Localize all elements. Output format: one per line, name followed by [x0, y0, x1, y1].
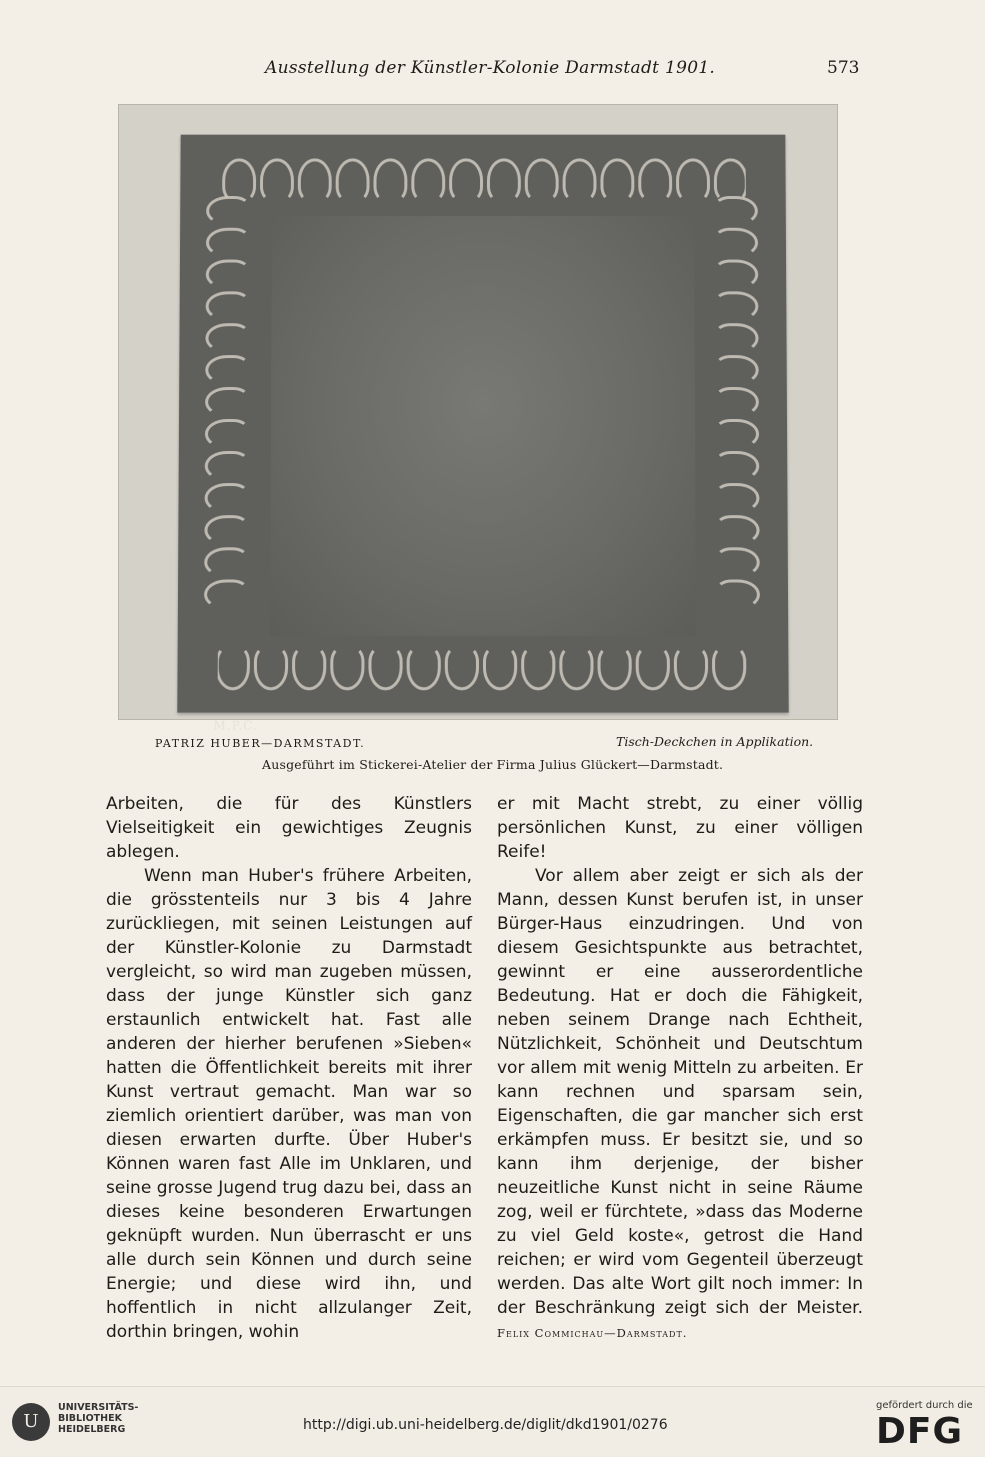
university-seal-icon: U: [12, 1403, 50, 1441]
caption-credit: Ausgeführt im Stickerei-Atelier der Firma Julius Glückert—Darmstadt.: [262, 757, 724, 772]
tablecloth-center: [270, 216, 696, 636]
page-number: 573: [827, 58, 860, 78]
dfg-logo: DFG: [876, 1411, 964, 1452]
permalink-url[interactable]: http://digi.ub.uni-heidelberg.de/diglit/dkd1901/0276: [303, 1417, 668, 1433]
body-column-right: [497, 792, 863, 1345]
running-title: Ausstellung der Künstler-Kolonie Darmstadt 1901.: [265, 58, 716, 78]
caption-title: Tisch-Deckchen in Applikation.: [616, 734, 814, 749]
paragraph: er mit Macht strebt, zu einer völlig persönlichen Kunst, zu einer völligen Reife!: [497, 794, 863, 862]
body-column-left: [106, 792, 472, 1344]
author-signature: Felix Commichau—Darmstadt.: [497, 1326, 688, 1340]
tablecloth-image: [177, 135, 788, 733]
embroidery-border-bottom: [218, 638, 749, 690]
library-footer: [0, 1386, 985, 1457]
paragraph: Arbeiten, die für des Künstlers Vielseitigkeit ein gewichtiges Zeugnis ablegen.: [106, 794, 472, 862]
tablecloth-photograph: [118, 104, 838, 733]
paragraph: [497, 864, 863, 1345]
caption-artist: PATRIZ HUBER—DARMSTADT.: [155, 737, 366, 750]
embroidery-border-left: [196, 194, 260, 654]
paragraph-text: Vor allem aber zeigt er sich als der Mann, dessen Kunst berufen ist, in unser Bürger-Haus einzudringen. Und von diesem Gesichtspunkte aus betrachtet, gewinnt er eine ausserordentliche Bedeutung. Hat er doch die Fähigkeit, neben seinem Drange nach Echtheit, Nützlichkeit, Schönheit und Deutschtum vor allem mit wenig Mitteln zu arbeiten. Er kann rechnen und sparsam sein, Eigenschaften, die gar mancher sich erst erkämpfen muss. Er besitzt sie, und so kann ihm derjenige, der bisher neuzeitliche Kunst nicht in seine Räume zog, weil er fürchtete, »dass das Moderne zu viel Geld koste«, getrost die Hand reichen; er wird vom Gegenteil überzeugt werden. Das alte Wort gilt noch immer: In der Beschränkung zeigt sich der Meister.: [497, 866, 863, 1318]
embroidery-border-right: [706, 194, 770, 654]
photo-monogram: M.P.C.: [213, 718, 258, 733]
university-library-name: UNIVERSITÄTS- BIBLIOTHEK HEIDELBERG: [58, 1402, 139, 1435]
funded-by-label: gefördert durch die: [876, 1400, 973, 1411]
embroidery-border-top: [220, 158, 746, 210]
paragraph: Wenn man Huber's frühere Arbeiten, die grösstenteils nur 3 bis 4 Jahre zurückliegen, mit seinen Leistungen auf der Künstler-Kolonie zu Darmstadt vergleicht, so wird man zugeben müssen, dass der junge Künstler sich ganz erstaunlich entwickelt hat. Fast alle anderen der hierher berufenen »Sieben« hatten die Öffentlichkeit bereits mit ihrer Kunst vertraut gemacht. Man war so ziemlich orientiert darüber, was man von diesen erwarten durfte. Über Huber's Können waren fast Alle im Unklaren, und seine grosse Jugend trug dazu bei, dass an dieses keine besonderen Erwartungen geknüpft wurden. Nun überrascht er uns alle durch sein Können und durch seine Energie; und diese wird ihn, und hoffentlich in nicht allzulanger Zeit, dorthin bringen, wohin: [106, 866, 472, 1342]
